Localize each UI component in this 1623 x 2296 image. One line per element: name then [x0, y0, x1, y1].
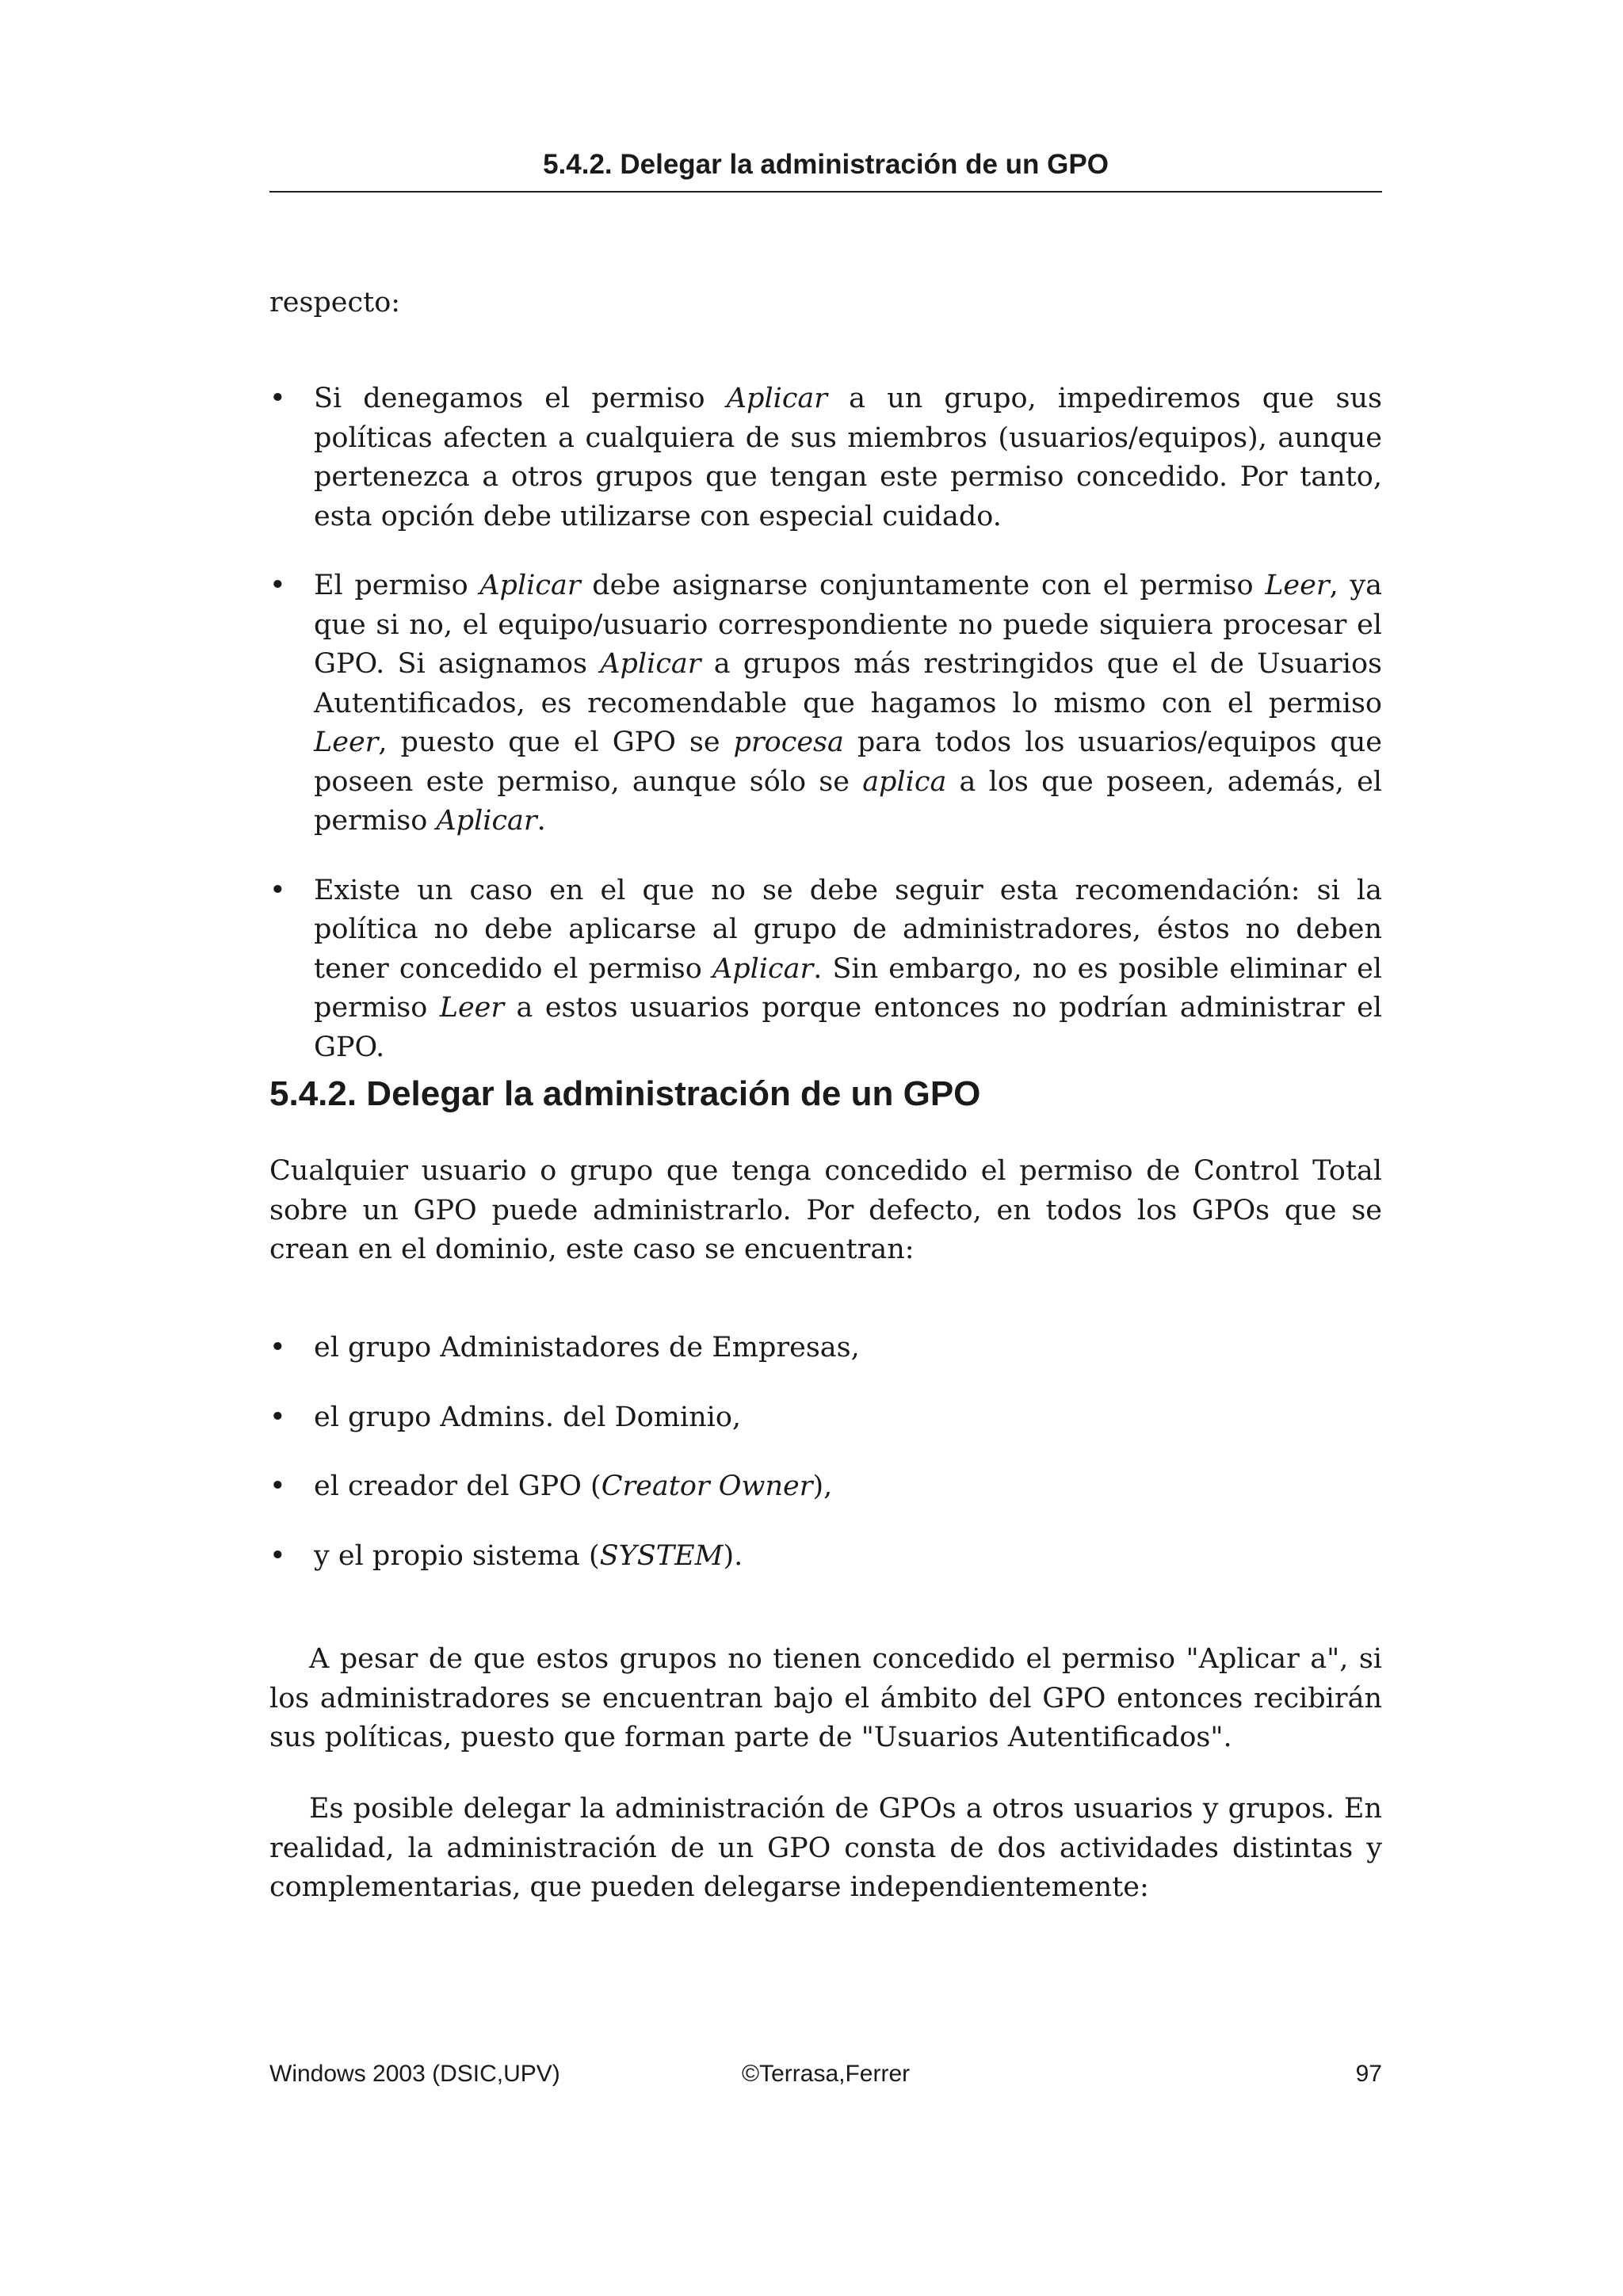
closing-paragraph-2: Es posible delegar la administración de GPOs a otros usuarios y grupos. En realidad, la administración de un GPO consta de dos actividades distintas y complementarias, que pueden delegarse independientemente: [269, 1793, 1382, 1903]
text-segment: debe asignarse conjuntamente con el permiso [580, 570, 1266, 601]
default-admins-block [269, 1329, 1382, 1576]
bullet-icon: • [269, 1470, 286, 1502]
bullet-icon: • [269, 570, 286, 601]
text-segment: a los que poseen, además, el permiso [314, 765, 1382, 837]
list-item [269, 1467, 1382, 1507]
text-segment: a un grupo, impediremos que sus políticas afecten a cualquiera de sus miembros (usuarios/equipos), aunque pertenezca a otros grupos que tengan este permiso concedido. Por tanto, esta opción debe utilizarse con especial cuidado. [314, 383, 1382, 532]
header-rule [269, 191, 1382, 193]
italic-term: Aplicar [600, 648, 701, 680]
list-item [269, 379, 1382, 536]
text-segment: el creador del GPO ( [314, 1470, 601, 1502]
list-item [269, 566, 1382, 841]
default-admins-list [269, 1329, 1382, 1576]
italic-term: Aplicar [479, 570, 581, 601]
section-intro-block [269, 1152, 1382, 1270]
bullet-icon: • [269, 1332, 286, 1363]
bullet-icon: • [269, 1539, 286, 1572]
running-header: 5.4.2. Delegar la administración de un GPO [543, 149, 1109, 180]
text-segment: ). [723, 1539, 743, 1572]
text-segment: a grupos más restringidos que el de Usuarios Autentificados, es recomendable que hagamos lo mismo con el permiso [314, 648, 1382, 719]
italic-term: Leer [439, 992, 505, 1024]
closing-paragraph-1-block [269, 1640, 1382, 1758]
italic-term: SYSTEM [599, 1539, 724, 1572]
italic-term: Leer [1265, 570, 1330, 601]
text-segment: Existe un caso en el que no se debe seguir esta recomendación: si la política no debe aplicarse al grupo de administradores, éstos no deben tener concedido el permiso [314, 874, 1382, 985]
list-item [269, 1398, 1382, 1438]
italic-term: Aplicar [712, 952, 814, 985]
italic-term: Aplicar [726, 383, 828, 414]
text-segment: y el propio sistema ( [314, 1539, 600, 1572]
bullet-icon: • [269, 383, 286, 414]
bullet-icon: • [269, 874, 286, 906]
text-segment: El permiso [314, 570, 480, 601]
permission-bullets-block [269, 379, 1382, 1067]
text-segment: el grupo Admins. del Dominio, [314, 1401, 742, 1433]
footer-page-number: 97 [1355, 2061, 1382, 2087]
closing-paragraph-2-block [269, 1790, 1382, 1908]
text-segment: . [537, 805, 546, 837]
list-item [269, 1537, 1382, 1577]
permission-bullet-list [269, 379, 1382, 1067]
bullet-icon: • [269, 1401, 286, 1433]
footer-center: ©Terrasa,Ferrer [742, 2061, 911, 2087]
italic-term: Aplicar [436, 805, 537, 837]
italic-term: Creator Owner [601, 1470, 813, 1502]
italic-term: Leer [314, 727, 379, 758]
list-item [269, 1329, 1382, 1368]
text-segment: , puesto que el GPO se [378, 727, 734, 758]
text-segment: Si denegamos el permiso [314, 383, 727, 414]
closing-paragraph-1: A pesar de que estos grupos no tienen concedido el permiso "Aplicar a", si los administradores se encuentran bajo el ámbito del GPO entonces recibirán sus políticas, puesto que forman parte de "Usuarios Autentificados". [269, 1643, 1382, 1753]
section-paragraph: Cualquier usuario o grupo que tenga concedido el permiso de Control Total sobre un GPO puede administrarlo. Por defecto, en todos los GPOs que se crean en el dominio, este caso se encuentran: [269, 1155, 1382, 1265]
section-title: 5.4.2. Delegar la administración de un GPO [269, 1074, 981, 1113]
italic-term: procesa [733, 727, 844, 758]
text-segment: para todos los usuarios/equipos que poseen este permiso, aunque sólo se [314, 727, 1382, 798]
text-segment: a estos usuarios porque entonces no podrían administrar el GPO. [314, 992, 1383, 1063]
text-segment: el grupo Administadores de Empresas, [314, 1332, 860, 1363]
list-item [269, 871, 1382, 1068]
intro-text: respecto: [269, 287, 401, 318]
text-segment: ), [812, 1470, 833, 1502]
italic-term: aplica [862, 765, 947, 798]
text-segment: . Sin embargo, no es posible eliminar el permiso [314, 952, 1383, 1024]
text-segment: , ya que si no, el equipo/usuario correspondiente no puede siquiera procesar el GPO. Si asignamos [314, 570, 1382, 680]
footer-left: Windows 2003 (DSIC,UPV) [269, 2061, 560, 2087]
intro-block [269, 284, 1382, 323]
